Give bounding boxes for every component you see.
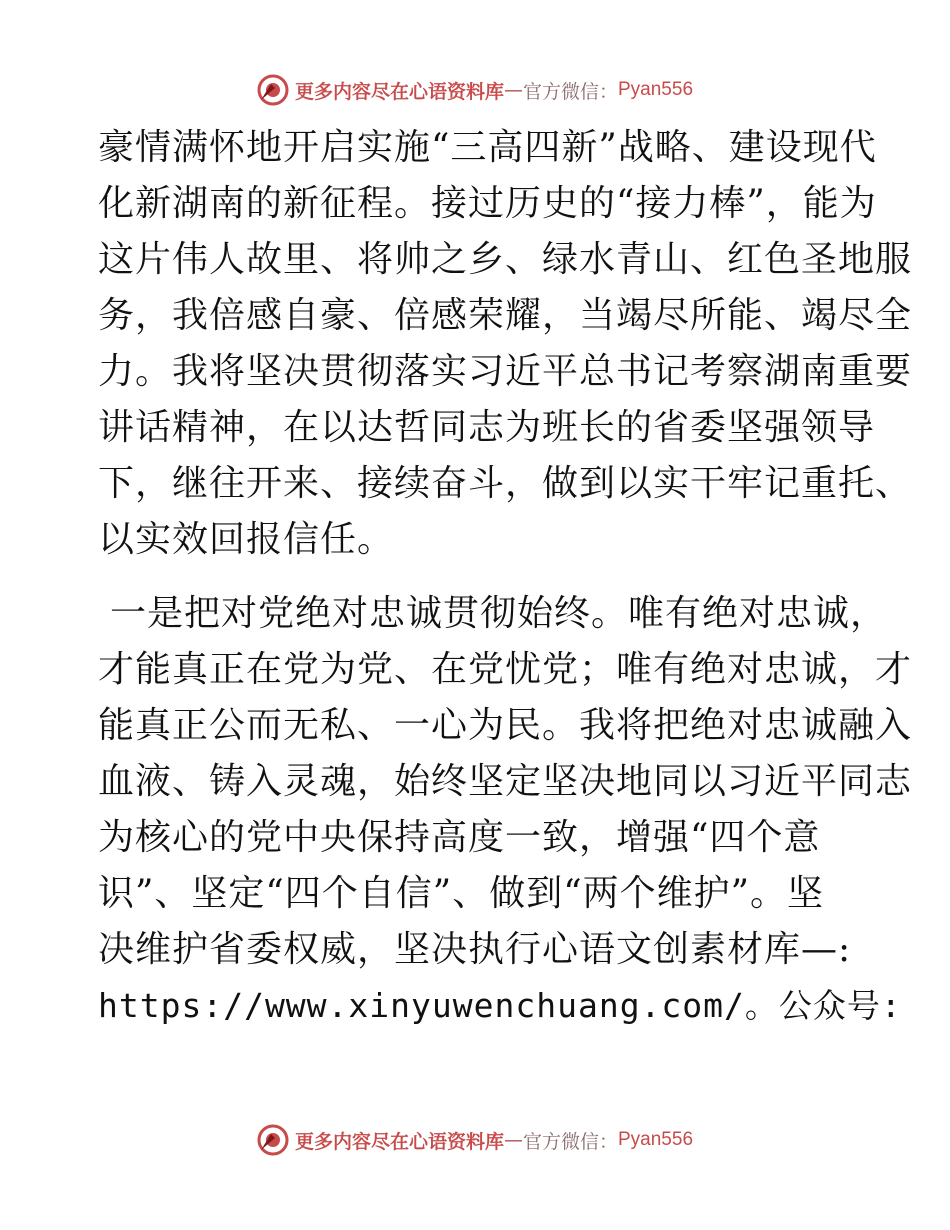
document-body <box>98 120 913 1034</box>
text-line: 务，我倍感自豪、倍感荣耀，当竭尽所能、竭尽全 <box>98 295 913 336</box>
banner-title: 更多内容尽在心语资料库 <box>294 80 504 103</box>
url-line: https://www.xinyuwenchuang.com/。公众号: <box>98 986 902 1025</box>
text-line: 下，继往开来、接续奋斗，做到以实干牢记重托、 <box>98 463 913 504</box>
banner-wechat-label: 官方微信： <box>522 80 618 103</box>
logo-icon <box>257 74 289 106</box>
text-line: 一是把对党绝对忠诚贯彻始终。唯有绝对忠诚， <box>110 593 888 634</box>
paragraph-2 <box>98 586 913 1034</box>
banner-wechat-id: Pyan556 <box>618 79 694 100</box>
text-line: 讲话精神，在以达哲同志为班长的省委坚强领导 <box>98 407 876 448</box>
text-line: 力。我将坚决贯彻落实习近平总书记考察湖南重要 <box>98 351 913 392</box>
banner-wechat-id: Pyan556 <box>618 1129 694 1150</box>
header-banner <box>0 70 950 110</box>
footer-banner <box>0 1120 950 1160</box>
text-line: 豪情满怀地开启实施“三高四新”战略、建设现代 <box>98 127 877 168</box>
banner-title: 更多内容尽在心语资料库 <box>294 1130 504 1153</box>
text-line: 决维护省委权威，坚决执行心语文创素材库—: <box>98 929 852 970</box>
text-line: 才能真正在党为党、在党忧党；唯有绝对忠诚，才 <box>98 649 913 690</box>
banner-wechat-label: 官方微信： <box>522 1130 618 1153</box>
banner-dash: — <box>503 1129 523 1151</box>
text-line: 能真正公而无私、一心为民。我将把绝对忠诚融入 <box>98 705 913 746</box>
text-line: 血液、铸入灵魂，始终坚定坚决地同以习近平同志 <box>98 761 913 802</box>
paragraph-gap <box>98 568 858 586</box>
text-line: 识”、坚定“四个自信”、做到“两个维护”。坚 <box>98 873 825 914</box>
logo-icon <box>257 1124 289 1156</box>
text-line: 化新湖南的新征程。接过历史的“接力棒”，能为 <box>98 183 877 224</box>
text-line: 以实效回报信任。 <box>98 519 395 560</box>
paragraph-1 <box>98 120 913 568</box>
text-line: 为核心的党中央保持高度一致，增强“四个意 <box>98 817 821 858</box>
banner-dash: — <box>503 79 523 101</box>
text-line: 这片伟人故里、将帅之乡、绿水青山、红色圣地服 <box>98 239 913 280</box>
